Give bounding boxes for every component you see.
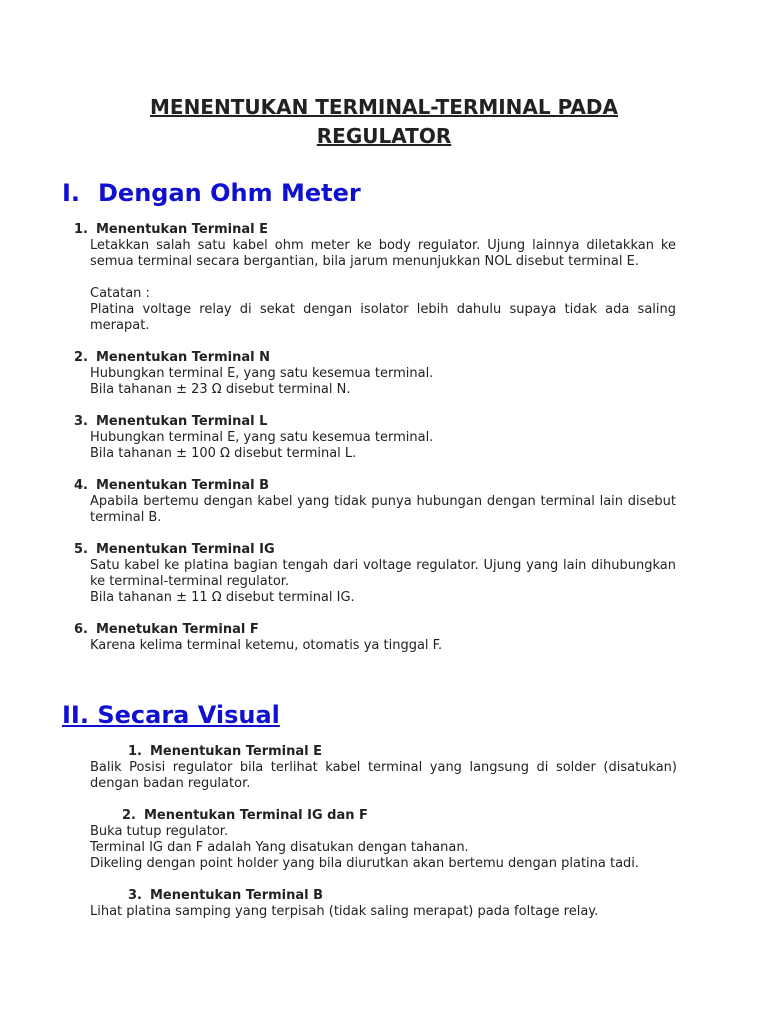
item-text: Hubungkan terminal E, yang satu kesemua terminal. [90,366,434,381]
item-heading: 2. Menentukan Terminal N [74,350,271,365]
item-text: Hubungkan terminal E, yang satu kesemua terminal. [90,430,434,445]
item-text: Terminal IG dan F adalah Yang disatukan dengan tahanan. [90,840,469,855]
note-text: Platina voltage relay di sekat dengan isolator lebih dahulu supaya tidak ada saling merapat. [90,302,676,333]
item-heading: 3. Menentukan Terminal B [128,888,324,903]
list-item [74,622,676,654]
item-text: Apabila bertemu dengan kabel yang tidak punya hubungan dengan terminal lain disebut terminal B. [90,494,676,525]
item-heading: 1. Menentukan Terminal E [128,744,323,759]
item-body [90,824,677,872]
item-body [90,904,677,920]
note-label: Catatan : [90,286,150,301]
item-body [74,638,676,654]
item-text: Bila tahanan ± 23 Ω disebut terminal N. [90,382,351,397]
item-heading: 3. Menentukan Terminal L [74,414,268,429]
list-item [74,542,676,606]
item-text: Karena kelima terminal ketemu, otomatis ya tinggal F. [90,638,443,653]
item-body [74,366,676,398]
section-heading-2: II. Secara Visual [62,701,280,729]
section-heading-1 [62,178,361,208]
item-text: Lihat platina samping yang terpisah (tidak saling merapat) pada foltage relay. [90,904,599,919]
item-text: Buka tutup regulator. [90,824,229,839]
item-text: Bila tahanan ± 100 Ω disebut terminal L. [90,446,357,461]
section-title: Dengan Ohm Meter [98,179,361,207]
item-heading: 5. Menentukan Terminal IG [74,542,275,557]
page-title: MENENTUKAN TERMINAL-TERMINAL PADA REGULATOR [150,95,618,148]
item-text: Letakkan salah satu kabel ohm meter ke body regulator. Ujung lainnya diletakkan ke semua terminal secara bergantian, bila jarum menunjukkan NOL disebut terminal E. [90,238,676,269]
item-body [74,494,676,526]
list-item [74,478,676,526]
item-text: Satu kabel ke platina bagian tengah dari voltage regulator. Ujung yang lain dihubungkan ke terminal-terminal regulator. [90,558,676,589]
item-body [74,430,676,462]
item-text: Bila tahanan ± 11 Ω disebut terminal IG. [90,590,355,605]
item-body [74,558,676,606]
item-heading: 2. Menentukan Terminal IG dan F [122,808,368,823]
item-heading: 1. Menentukan Terminal E [74,222,269,237]
list-item [74,350,676,398]
list-item [74,222,676,334]
item-heading: 6. Menetukan Terminal F [74,622,259,637]
list-item [74,414,676,462]
item-heading: 4. Menentukan Terminal B [74,478,270,493]
item-text: Dikeling dengan point holder yang bila diurutkan akan bertemu dengan platina tadi. [90,856,640,871]
section-number: I. [62,179,81,207]
item-text: Balik Posisi regulator bila terlihat kabel terminal yang langsung di solder (disatukan) dengan badan regulator. [90,760,677,791]
item-body [74,238,676,334]
item-body [90,760,677,792]
